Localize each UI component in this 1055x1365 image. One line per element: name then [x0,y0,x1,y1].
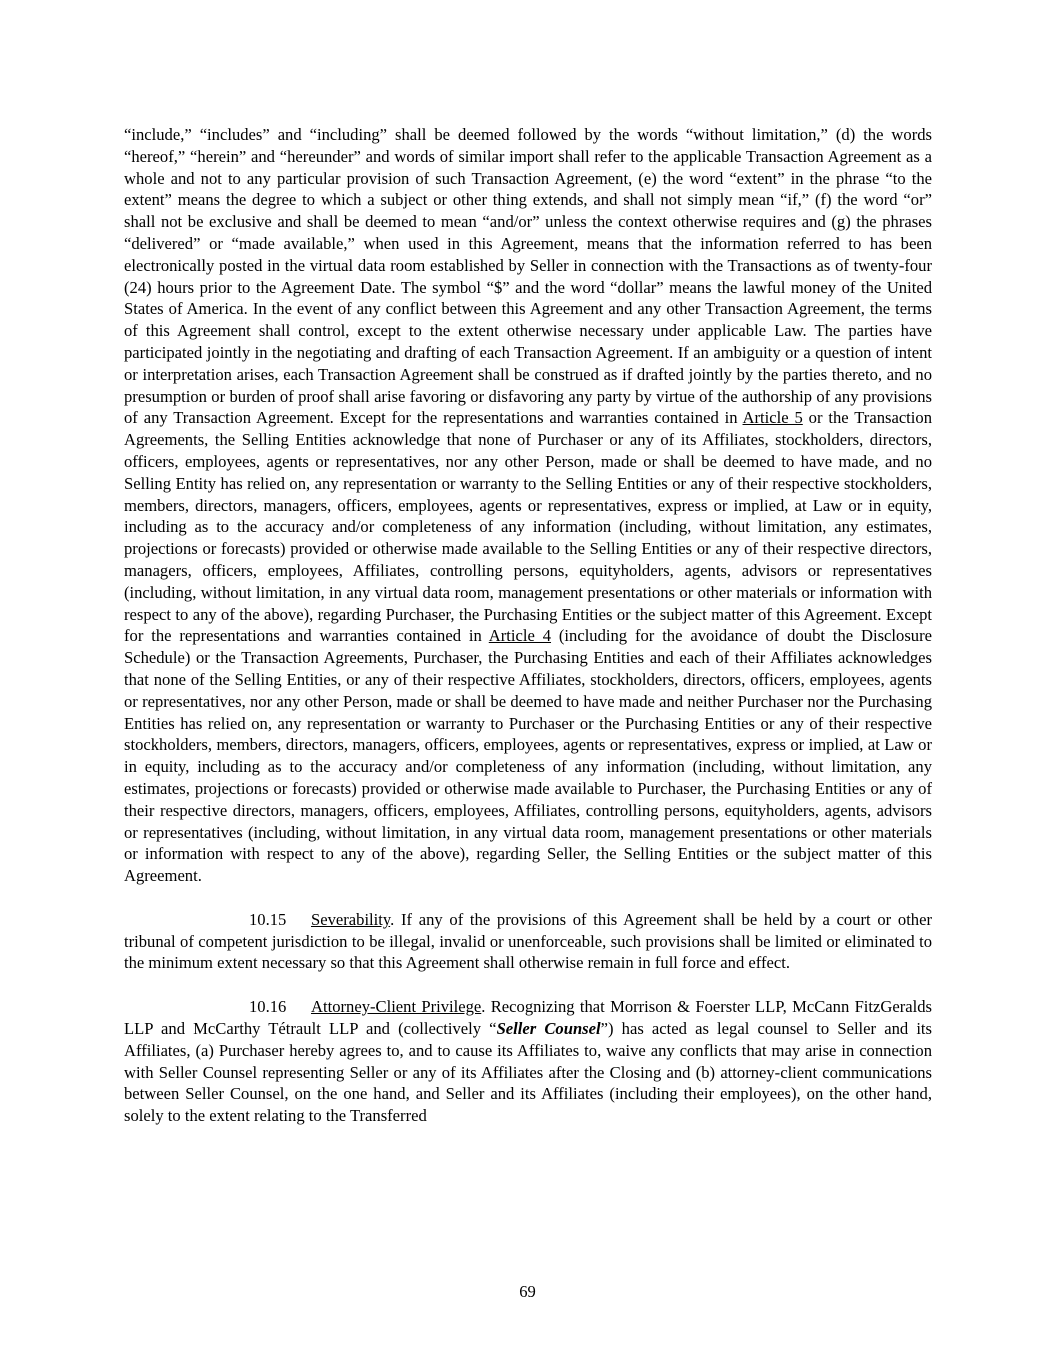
section-10-16-number: 10.16 [249,997,287,1017]
section-10-15-body: . If any of the provisions of this Agreement shall be held by a court or other tribunal of competent jurisdiction to be illegal, invalid or unenforceable, such provisions shall be limited or eliminated to the minimum extent necessary so that this Agreement shall otherwise remain in full force and effect. [124,909,932,973]
defined-term-seller-counsel: Seller Counsel [496,1019,601,1039]
paragraph-text-part-3: (including for the avoidance of doubt the Disclosure Schedule) or the Transaction Agreements, Purchaser, the Purchasing Entities and each of their Affiliates acknowledges that none of the Selling Entities, or any of their respective Affiliates, stockholders, directors, officers, employees, agents or representatives, nor any other Person, made or shall be deemed to have made and neither Purchaser nor the Purchasing Entities has relied on, any representation or warranty to Purchaser or the Purchasing Entities or any of their respective stockholders, members, directors, managers, officers, employees, agents or representatives, express or implied, at Law or in equity, including as to the accuracy and/or completeness of any information (including, without limitation, any estimates, projections or forecasts) provided or otherwise made available to Purchaser, the Purchasing Entities or any of their respective directors, managers, officers, employees, Affiliates, controlling persons, equityholders, agents, advisors or representatives (including, without limitation, in any virtual data room, management presentations or other materials or information with respect to any of the above), regarding Seller, the Selling Entities or the subject matter of this Agreement. [124,626,932,886]
article-4-reference: Article 4 [488,626,552,646]
paragraph-text-part-2: or the Transaction Agreements, the Selling Entities acknowledge that none of Purchaser or any of its Affiliates, stockholders, directors, officers, employees, agents or representatives, nor any other Person, made or shall be deemed to have made, and no Selling Entity has relied on, any representation or warranty to the Selling Entities or any of their respective stockholders, members, directors, managers, officers, employees, agents or representatives, express or implied, at Law or in equity, including as to the accuracy and/or completeness of any information (including, without limitation, any estimates, projections or forecasts) provided or otherwise made available to the Selling Entities or any of their respective directors, managers, officers, employees, Affiliates, controlling persons, equityholders, agents, advisors or representatives (including, without limitation, in any virtual data room, management presentations or other materials or information with respect to any of the above), regarding Purchaser, the Purchasing Entities or the subject matter of this Agreement. Except for the representations and warranties contained in [124,408,932,646]
section-10-15 [124,909,932,974]
article-5-reference: Article 5 [742,408,803,428]
section-10-16-body-2: ”) has acted as legal counsel to Seller and its Affiliates, (a) Purchaser hereby agrees to, and to cause its Affiliates to, waive any conflicts that may arise in connection with Seller Counsel representing Seller or any of its Affiliates after the Closing and (b) attorney-client communications between Seller Counsel, on the one hand, and Seller and its Affiliates (including their employees), on the other hand, solely to the extent relating to the Transferred [124,1019,932,1126]
section-10-16-body-1: . Recognizing that Morrison & Foerster LLP, McCann FitzGeralds LLP and McCarthy Tétrault LLP and (collectively “ [124,997,932,1039]
section-10-15-heading: Severability [311,909,391,929]
paragraph-text-part-1: “include,” “includes” and “including” shall be deemed followed by the words “without limitation,” (d) the words “hereof,” “herein” and “hereunder” and words of similar import shall refer to the applicable Transaction Agreement as a whole and not to any particular provision of such Transaction Agreement, (e) the word “extent” in the phrase “to the extent” means the degree to which a subject or other thing extends, and shall not simply mean “if,” (f) the word “or” shall not be exclusive and shall be deemed to mean “and/or” unless the context otherwise requires and (g) the phrases “delivered” or “made available,” when used in this Agreement, means that the information referred to has been electronically posted in the virtual data room established by Seller in connection with the Transactions as of twenty-four (24) hours prior to the Agreement Date. The symbol “$” and the word “dollar” means the lawful money of the United States of America. In the event of any conflict between this Agreement and any other Transaction Agreement, the terms of this Agreement shall control, except to the extent otherwise necessary under applicable Law. The parties have participated jointly in the negotiating and drafting of each Transaction Agreement. If an ambiguity or a question of intent or interpretation arises, each Transaction Agreement shall be construed as if drafted jointly by the parties thereto, and no presumption or burden of proof shall arise favoring or disfavoring any party by virtue of the authorship of any provisions of any Transaction Agreement. Except for the representations and warranties contained in [124,125,932,428]
document-page [124,124,932,1127]
page-number: 69 [519,1282,536,1301]
paragraph-interpretation-continued [124,124,932,887]
section-10-15-number: 10.15 [249,909,287,929]
section-10-16-heading: Attorney-Client Privilege [311,997,482,1017]
section-10-16 [124,996,932,1127]
